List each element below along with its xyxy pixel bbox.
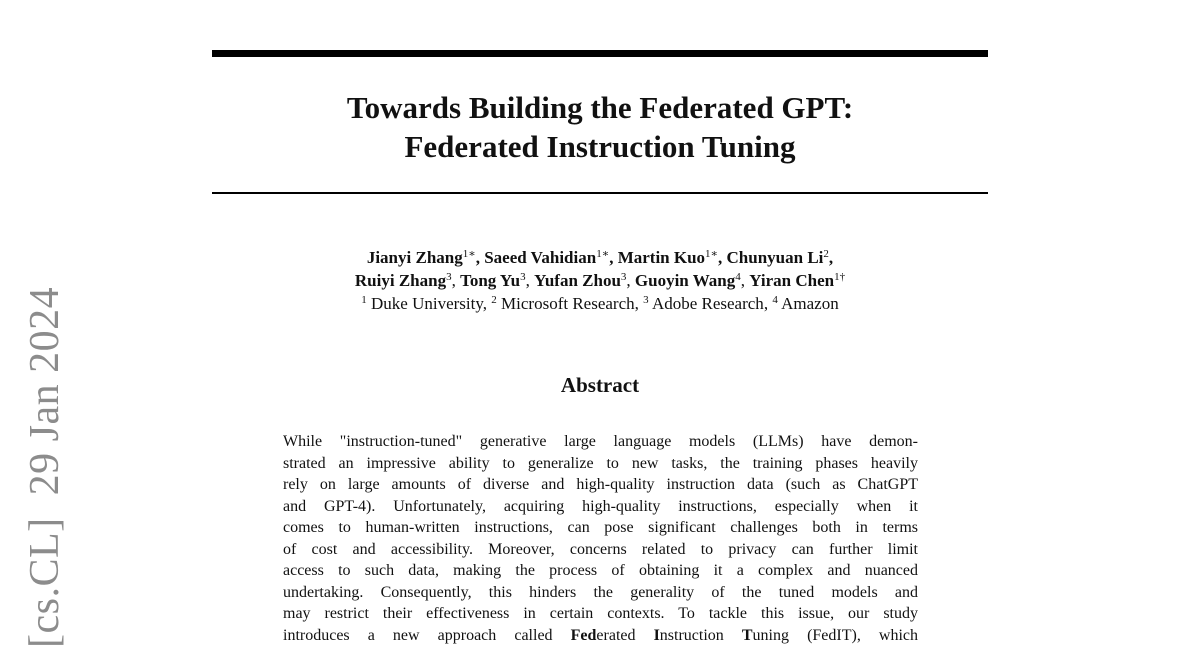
abstract-heading: Abstract (560, 373, 640, 397)
author-sup: 1∗ (462, 248, 476, 260)
abstract-line: comes to human-written instructions, can pose significant challenges both in terms (283, 519, 918, 536)
abstract-line-last (283, 625, 918, 647)
affiliation-name: Adobe Research (651, 294, 764, 313)
author-name: Ruiyi Zhang (354, 271, 447, 290)
author-name: Martin Kuo (617, 248, 706, 267)
paper-title (212, 88, 988, 166)
author-name: Saeed Vahidian (484, 248, 597, 267)
affiliation-sup: 4 (772, 294, 778, 306)
author-sup: 3 (446, 271, 452, 283)
author-block (212, 246, 988, 315)
arxiv-category: [cs.CL] (22, 517, 68, 648)
author-sup: 1† (834, 271, 846, 283)
abstract-line: access to such data, making the process of obtaining it a complex and nuanced (283, 562, 918, 579)
abstract-line: and GPT-4). Unfortunately, acquiring high-quality instructions, especially when it (283, 497, 918, 515)
affiliation-name: Amazon (781, 294, 839, 313)
abstract-bold: T (741, 626, 753, 644)
authors-line-1: Jianyi Zhang$^{1∗}$, Saeed Vahidian$^{1∗}$, Martin Kuo$^{1∗}$, Chunyuan Li$^2$, (366, 248, 834, 267)
arxiv-stamp (20, 287, 70, 648)
author-sup: 3 (620, 271, 627, 283)
arxiv-date: 29 Jan 2024 (22, 286, 68, 496)
author-sup: 2 (823, 248, 829, 260)
title-rule (212, 192, 988, 194)
title-line-2: Federated Instruction Tuning (404, 129, 796, 164)
author-sup: 1∗ (705, 248, 719, 260)
abstract-line: undertaking. Consequently, this hinders the generality of the tuned models and (283, 583, 918, 601)
abstract-line: rely on large amounts of diverse and high-quality instruction data (such as ChatGPT (283, 476, 918, 493)
title-line-1: Towards Building the Federated GPT: (346, 90, 854, 125)
abstract-bold: Fed (570, 626, 597, 644)
abstract-line: While "instruction-tuned" generative large language models (LLMs) have demon- (283, 433, 918, 450)
affiliations: $^1$ Duke University, $^2$ Microsoft Research, $^3$ Adobe Research, $^4$ Amazon (361, 294, 839, 313)
abstract-text: erated (596, 626, 654, 644)
abstract-body (283, 431, 918, 646)
author-name: Chunyuan Li (726, 248, 824, 267)
abstract-text: nstruction (659, 626, 742, 644)
author-name: Guoyin Wang (634, 271, 736, 290)
abstract-line: strated an impressive ability to generalize to new tasks, the training phases heavily (283, 454, 918, 472)
abstract-bold: I (653, 626, 660, 644)
author-sup: 3 (520, 271, 526, 283)
affiliation-sup: 1 (361, 294, 367, 306)
abstract-line: may restrict their effectiveness in certain contexts. To tackle this issue, our study (283, 605, 918, 622)
authors-line-2: Ruiyi Zhang$^3$, Tong Yu$^3$, Yufan Zhou$^3$, Guoyin Wang$^4$, Yiran Chen$^{1\dagger}$ (354, 271, 846, 290)
author-name: Tong Yu (460, 271, 521, 290)
author-sup: 1∗ (596, 248, 610, 260)
author-name: Yiran Chen (749, 271, 835, 290)
top-rule (212, 50, 988, 57)
author-name: Jianyi Zhang (366, 248, 463, 267)
affiliation-name: Microsoft Research (501, 294, 635, 313)
abstract-text: introduces a new approach called (283, 626, 571, 644)
affiliation-name: Duke University (371, 294, 483, 313)
affiliation-sup: 2 (491, 294, 497, 306)
abstract-line: of cost and accessibility. Moreover, concerns related to privacy can further limit (283, 540, 918, 558)
author-sup: 4 (735, 271, 741, 283)
affiliation-sup: 3 (643, 294, 649, 306)
abstract-text: uning (FedIT), which (752, 626, 919, 644)
author-name: Yufan Zhou (534, 271, 621, 290)
